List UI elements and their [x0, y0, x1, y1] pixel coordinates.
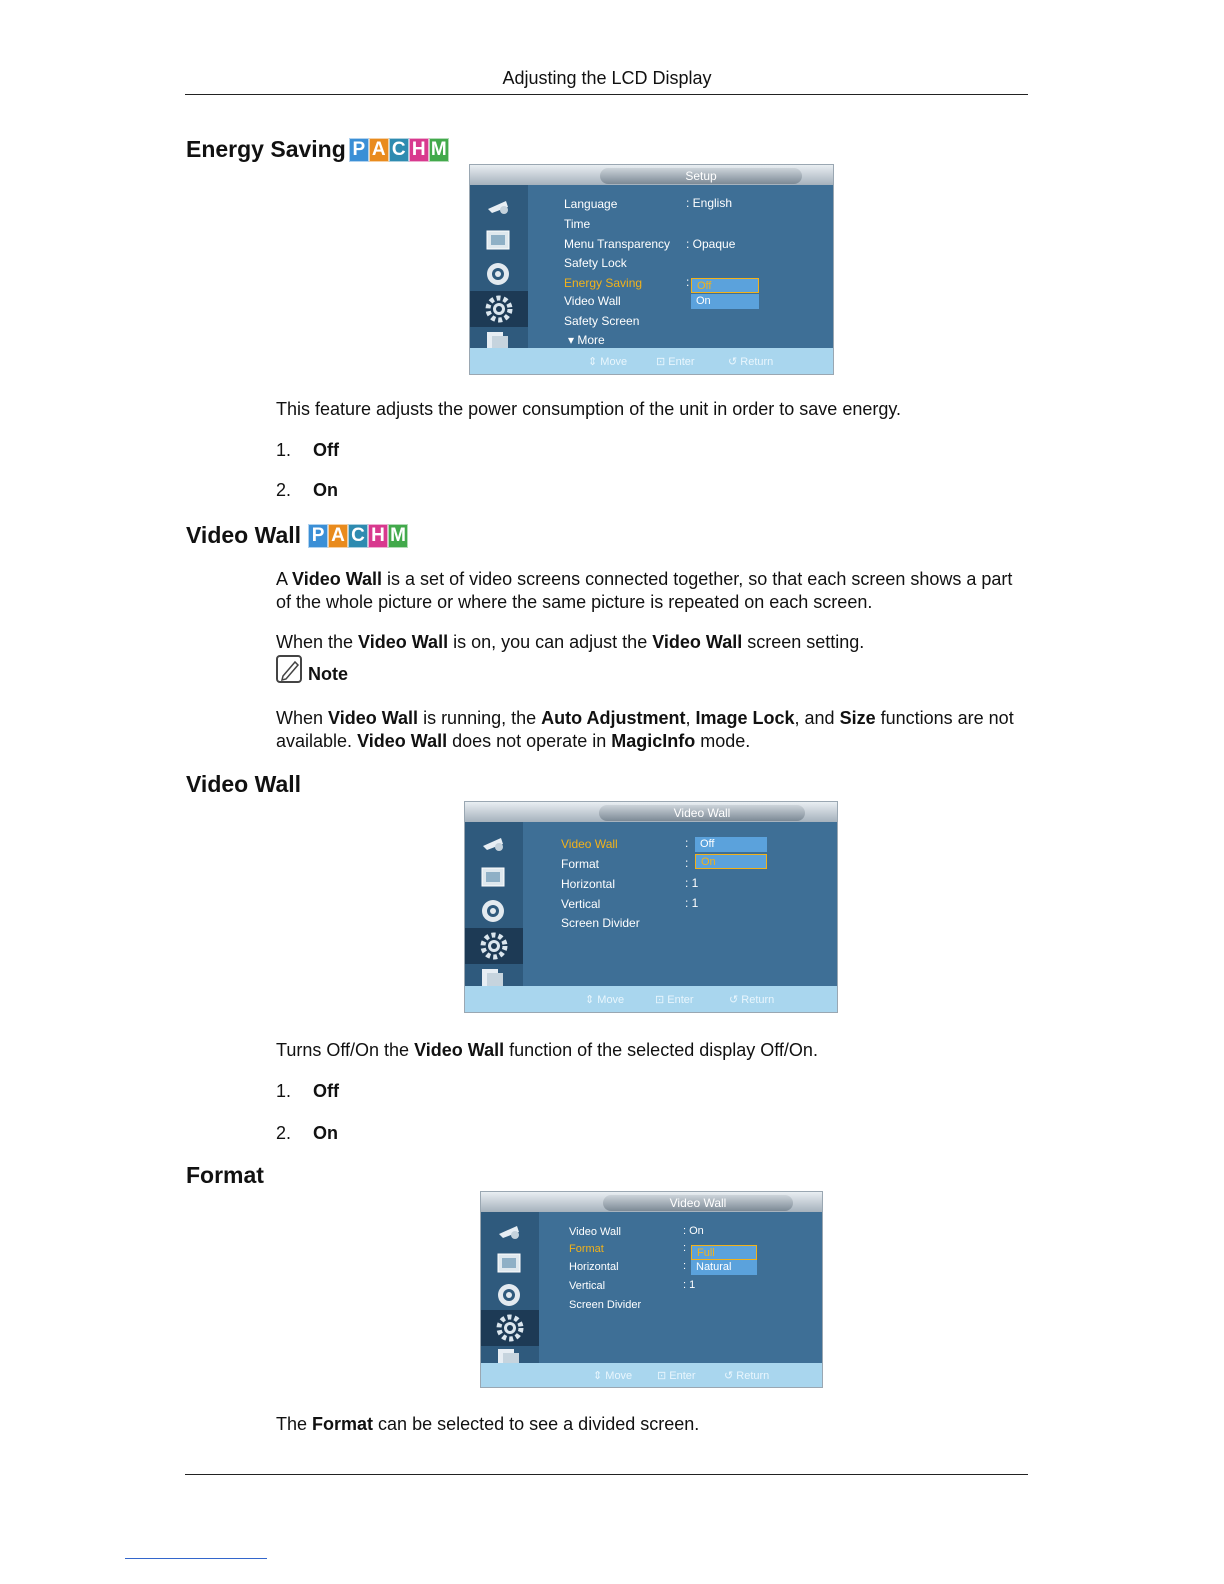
osd-title: Video Wall [603, 1195, 793, 1211]
osd-option-off: Off [691, 278, 759, 293]
osd-footer [465, 986, 837, 1012]
badge-p: P [308, 524, 328, 548]
badge-a: A [328, 524, 348, 548]
osd-val-menu-transparency: : Opaque [686, 237, 736, 251]
osd-option-on: On [695, 854, 767, 869]
osd-row-more: ▾ More [568, 333, 605, 347]
picture-icon [478, 225, 518, 255]
osd-row-screen-divider: Screen Divider [569, 1299, 642, 1311]
osd-footer-move: ⇕ Move [585, 994, 625, 1006]
note-text: When Video Wall is running, the Auto Adjustment, Image Lock, and Size functions are not available. Video Wall does not operate in MagicInfo mode. [276, 708, 1014, 751]
osd-footer-move: ⇕ Move [588, 356, 628, 368]
osd-footer-enter: ⊡ Enter [655, 994, 694, 1006]
picture-icon [473, 862, 513, 892]
video-wall-definition: A Video Wall is a set of video screens connected together, so that each screen shows a part of the whole picture or where the same picture is repeated on each screen. [276, 569, 1013, 612]
osd-option-off: Off [695, 837, 767, 852]
note-label: Note [308, 664, 348, 684]
osd-footer-move: ⇕ Move [593, 1370, 633, 1382]
osd-sidebar [465, 822, 523, 988]
setup-gear-icon [465, 928, 523, 964]
osd-row-video-wall: Video Wall [561, 837, 618, 851]
osd-option-full: Full [691, 1245, 757, 1260]
osd-val-format: : [685, 856, 689, 870]
setup-gear-icon [481, 1310, 539, 1346]
note-icon [275, 654, 303, 684]
badge-c: C [389, 138, 409, 162]
video-wall-on-text: When the Video Wall is on, you can adjust the Video Wall screen setting. [276, 632, 865, 652]
input-icon [473, 828, 513, 858]
badge-p: P [349, 138, 369, 162]
osd-footer-enter: ⊡ Enter [657, 1370, 696, 1382]
osd-footer [481, 1363, 822, 1387]
page-header-title: Adjusting the LCD Display [502, 68, 712, 88]
osd-sidebar [470, 185, 528, 350]
picture-icon [489, 1248, 529, 1278]
osd-row-time: Time [564, 217, 591, 231]
setup-gear-icon [470, 291, 528, 327]
video-wall-list-item-2: 2. On [276, 1123, 338, 1143]
osd-row-horizontal: Horizontal [569, 1261, 619, 1273]
osd-val-format: : [683, 1242, 687, 1254]
energy-saving-heading [186, 136, 449, 163]
energy-list-item-1: 1. Off [276, 440, 339, 460]
video-wall-description: Turns Off/On the Video Wall function of the selected display Off/On. [276, 1040, 818, 1060]
badge-h: H [368, 524, 388, 548]
format-description: The Format can be selected to see a divided screen. [276, 1414, 700, 1434]
note-block [275, 654, 348, 684]
osd-footer-return: ↺ Return [729, 994, 775, 1006]
osd-val-video-wall: : On [683, 1225, 704, 1237]
badge-m: M [429, 138, 449, 162]
footer-rule [185, 1474, 1028, 1475]
osd-row-vertical: Vertical [569, 1280, 606, 1292]
input-icon [478, 191, 518, 221]
video-wall-list-item-1: 1. Off [276, 1081, 339, 1101]
mode-badges [308, 524, 408, 548]
badge-h: H [409, 138, 429, 162]
osd-option-on: On [691, 294, 759, 309]
sound-icon [478, 259, 518, 289]
osd-row-vertical: Vertical [561, 897, 601, 911]
osd-row-format: Format [569, 1243, 604, 1255]
setup-osd-screenshot [469, 164, 834, 375]
badge-m: M [388, 524, 408, 548]
energy-description: This feature adjusts the power consumption of the unit in order to save energy. [276, 399, 902, 419]
video-wall-heading: Video Wall [186, 771, 302, 797]
osd-row-safety-lock: Safety Lock [564, 256, 627, 270]
osd-row-horizontal: Horizontal [561, 877, 616, 891]
osd-val-vertical: : 1 [685, 896, 699, 910]
triangle-down-icon: ▾ [568, 333, 578, 347]
sound-icon [489, 1280, 529, 1310]
video-wall-intro-heading [186, 522, 408, 549]
osd-val-vertical: : 1 [683, 1279, 696, 1291]
osd-sidebar [481, 1212, 539, 1367]
footnote-link-line [125, 1558, 267, 1559]
osd-row-language: Language [564, 197, 618, 211]
osd-row-format: Format [561, 857, 600, 871]
header-rule [185, 94, 1028, 95]
osd-val-horizontal: : [683, 1260, 687, 1272]
osd-row-screen-divider: Screen Divider [561, 916, 640, 930]
mode-badges [349, 138, 449, 162]
energy-list-item-2: 2. On [276, 480, 338, 500]
osd-row-safety-screen: Safety Screen [564, 314, 640, 328]
format-heading: Format [186, 1162, 264, 1188]
section-title: Video Wall [186, 522, 302, 548]
osd-val-language: : English [686, 196, 733, 210]
osd-row-video-wall: Video Wall [564, 294, 621, 308]
osd-val-energy-saving: : [686, 275, 690, 289]
format-osd-screenshot [480, 1191, 823, 1388]
osd-title: Setup [600, 168, 802, 184]
osd-row-energy-saving: Energy Saving [564, 276, 643, 290]
osd-option-natural: Natural [691, 1260, 757, 1275]
osd-footer [470, 348, 833, 374]
osd-row-menu-transparency: Menu Transparency [564, 237, 671, 251]
input-icon [489, 1216, 529, 1246]
sound-icon [473, 896, 513, 926]
badge-c: C [348, 524, 368, 548]
osd-val-video-wall: : [685, 836, 689, 850]
osd-val-horizontal: : 1 [685, 876, 699, 890]
osd-title: Video Wall [599, 805, 805, 821]
video-wall-osd-screenshot [464, 801, 838, 1013]
osd-footer-return: ↺ Return [724, 1370, 770, 1382]
osd-footer-return: ↺ Return [728, 356, 774, 368]
badge-a: A [369, 138, 389, 162]
osd-footer-enter: ⊡ Enter [656, 356, 695, 368]
osd-row-video-wall: Video Wall [569, 1226, 621, 1238]
section-title: Energy Saving [186, 136, 346, 162]
